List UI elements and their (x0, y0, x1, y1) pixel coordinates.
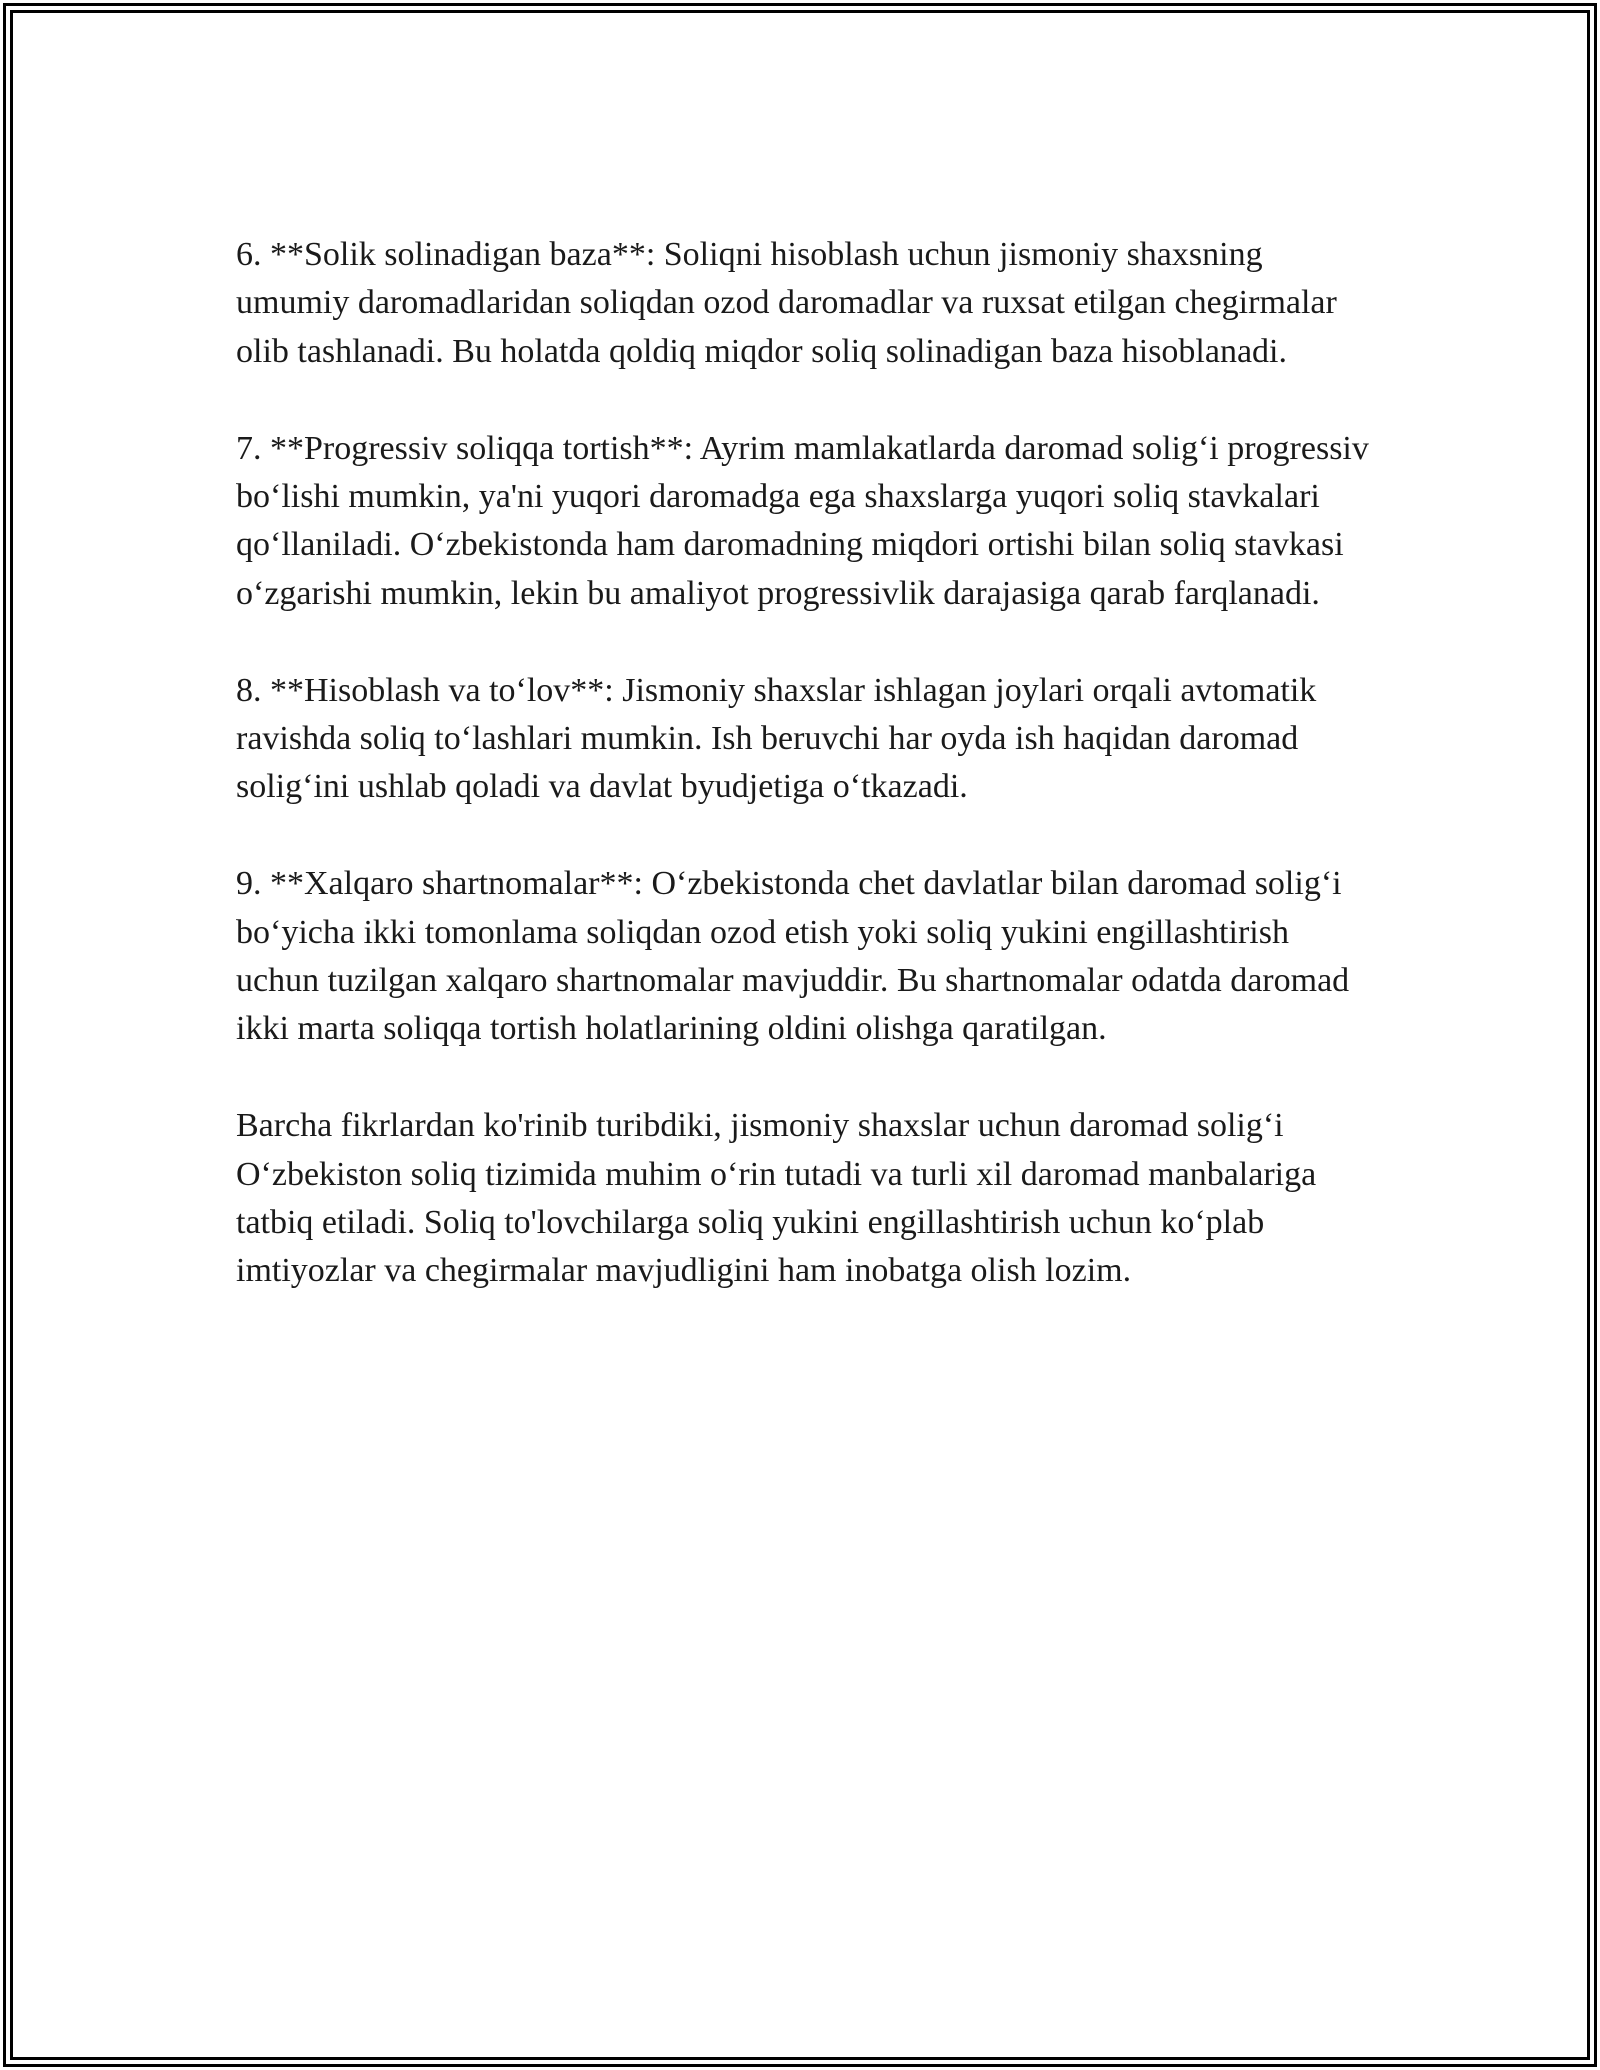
paragraph-international-agreements: 9. **Xalqaro shartnomalar**: O‘zbekistonda chet davlatlar bilan daromad solig‘i bo‘yicha ikki tomonlama soliqdan ozod etish yoki soliq yukini engillashtirish uchun tuzilgan xalqaro shartnomalar mavjuddir. Bu shartnomalar odatda daromad ikki marta soliqqa tortish holatlarining oldini olishga qaratilgan. (236, 865, 1350, 1048)
document-body (236, 231, 1376, 1344)
paragraph-calculation-payment: 8. **Hisoblash va to‘lov**: Jismoniy shaxslar ishlagan joylari orqali avtomatik ravishda soliq to‘lashlari mumkin. Ish beruvchi har oyda ish haqidan daromad solig‘ini ushlab qoladi va davlat byudjetiga o‘tkazadi. (236, 671, 1317, 806)
paragraph-conclusion: Barcha fikrlardan ko'rinib turibdiki, jismoniy shaxslar uchun daromad solig‘i O‘zbekiston soliq tizimida muhim o‘rin tutadi va turli xil daromad manbalariga tatbiq etiladi. Soliq to'lovchilarga soliq yukini engillashtirish uchun ko‘plab imtiyozlar va chegirmalar mavjudligini ham inobatga olish lozim. (236, 1107, 1317, 1290)
paragraph-progressive-taxation: 7. **Progressiv soliqqa tortish**: Ayrim mamlakatlarda daromad solig‘i progressiv bo‘lishi mumkin, ya'ni yuqori daromadga ega shaxslarga yuqori soliq stavkalari qo‘llaniladi. O‘zbekistonda ham daromadning miqdori ortishi bilan soliq stavkasi o‘zgarishi mumkin, lekin bu amaliyot progressivlik darajasiga qarab farqlanadi. (236, 429, 1369, 612)
paragraph-tax-base: 6. **Solik solinadigan baza**: Soliqni hisoblash uchun jismoniy shaxsning umumiy daromadlaridan soliqdan ozod daromadlar va ruxsat etilgan chegirmalar olib tashlanadi. Bu holatda qoldiq miqdor soliq solinadigan baza hisoblanadi. (236, 236, 1337, 370)
